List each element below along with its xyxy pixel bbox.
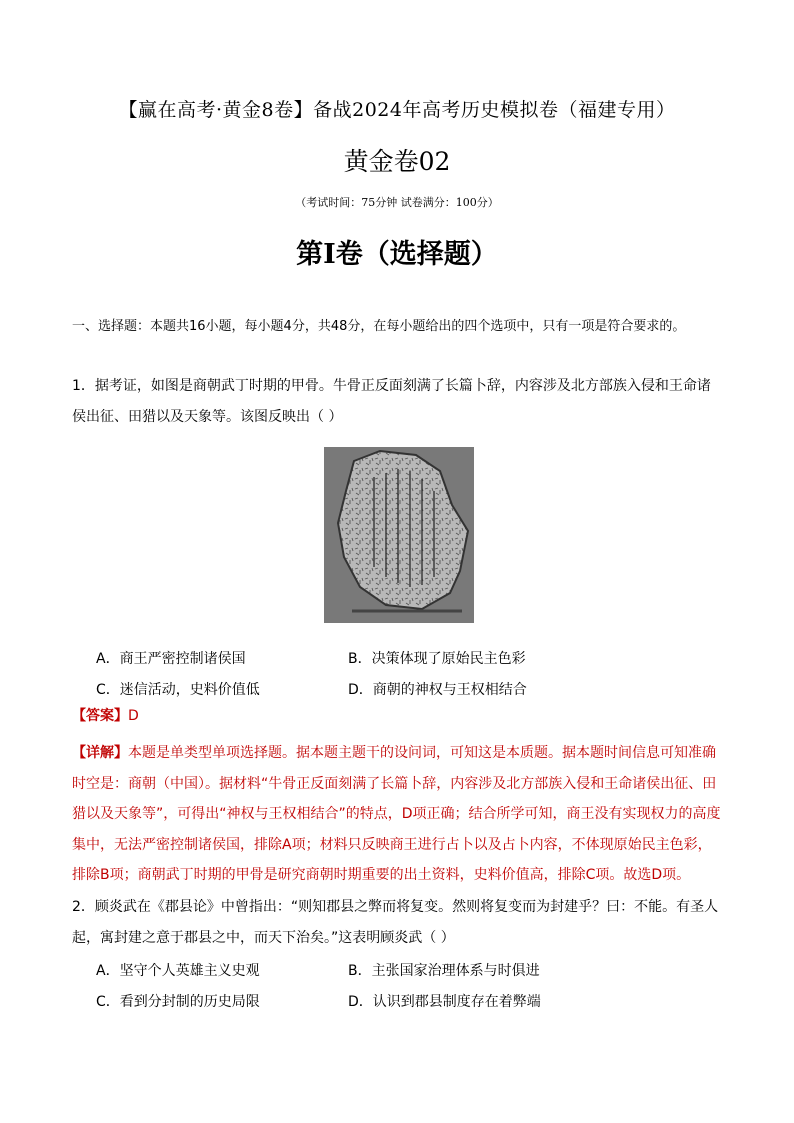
answer-value: D [128, 708, 139, 724]
question-2-option-c: C．看到分封制的历史局限 [96, 994, 260, 1010]
question-2-option-a: A．坚守个人英雄主义史观 [96, 963, 260, 979]
exam-info: （考试时间：75分钟 试卷满分：100分） [295, 196, 499, 209]
question-1-number: 1． [72, 378, 95, 394]
question-1-option-b: B．决策体现了原始民主色彩 [348, 651, 526, 667]
question-1-option-a: A．商王严密控制诸侯国 [96, 651, 246, 667]
question-2-number: 2． [72, 899, 95, 915]
section-title: 第I卷（选择题） [296, 239, 498, 270]
analysis-text: 本题是单类型单项选择题。据本题主题干的设问词，可知这是本质题。据本题时间信息可知准确时空是：商朝（中国）。据材料“牛骨正反面刻满了长篇卜辞，内容涉及北方部族入侵和王命诸侯出征、田猎以及天象等”，可得出“神权与王权相结合”的特点，D项正确；结合所学可知，商王没有实现权力的高度集中，无法严密控制诸侯国，排除A项；材料只反映商王进行占卜以及占卜内容，不体现原始民主色彩，排除B项；商朝武丁时期的甲骨是研究商朝时期重要的出土资料，史料价值高，排除C项。故选D项。 [72, 745, 721, 883]
question-2-text: 顾炎武在《郡县论》中曾指出：“则知郡县之弊而将复变。然则将复变而为封建乎？曰：不能。有圣人起，寓封建之意于郡县之中，而天下治矣。”这表明顾炎武（ ） [72, 899, 719, 946]
header-title: 【赢在高考·黄金8卷】备战2024年高考历史模拟卷（福建专用） [118, 99, 676, 121]
oracle-bone-image [324, 447, 474, 623]
question-1-option-c: C．迷信活动，史料价值低 [96, 682, 260, 698]
question-1-analysis [72, 738, 724, 891]
question-1-text: 据考证，如图是商朝武丁时期的甲骨。牛骨正反面刻满了长篇卜辞，内容涉及北方部族入侵和王命诸侯出征、田猎以及天象等。该图反映出（ ） [72, 378, 711, 425]
question-2-option-b: B．主张国家治理体系与时俱进 [348, 963, 540, 979]
question-2-option-d: D．认识到郡县制度存在着弊端 [348, 994, 541, 1010]
answer-label: 【答案】 [72, 708, 128, 724]
analysis-label: 【详解】 [72, 745, 128, 761]
section-instructions: 一、选择题：本题共16小题，每小题4分，共48分，在每小题给出的四个选项中，只有一项是符合要求的。 [72, 319, 686, 334]
question-1-option-d: D．商朝的神权与王权相结合 [348, 682, 527, 698]
question-2-stem [72, 892, 724, 953]
question-1-answer [72, 705, 139, 725]
question-1-stem [72, 371, 724, 432]
paper-title: 黄金卷02 [343, 147, 451, 176]
